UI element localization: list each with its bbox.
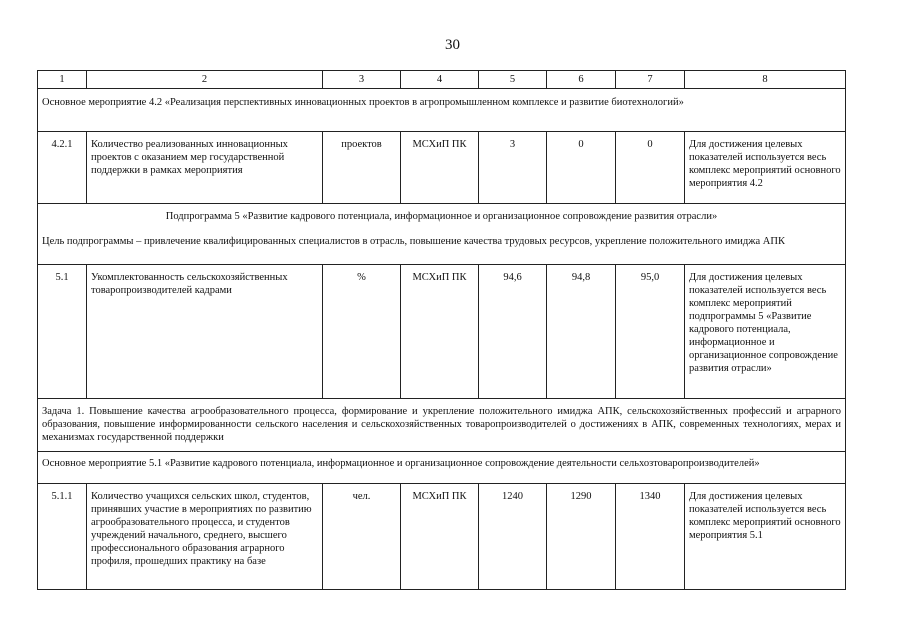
value-3: 95,0 [616,265,685,399]
column-number-row [38,71,846,89]
row-number: 4.2.1 [38,132,87,204]
col-header-4: 4 [401,71,479,89]
row-number: 5.1 [38,265,87,399]
table-row [38,132,846,204]
table-row [38,484,846,590]
col-header-6: 6 [547,71,616,89]
value-1: 94,6 [479,265,547,399]
responsible: МСХиП ПК [401,484,479,590]
value-3: 0 [616,132,685,204]
value-2: 0 [547,132,616,204]
col-header-2: 2 [87,71,323,89]
section-5-1-title: Основное мероприятие 5.1 «Развитие кадрового потенциала, информационное и организационное сопровождение деятельности сельхозтоваропроизводителей» [38,452,846,484]
section-5-1-row [38,452,846,484]
col-header-1: 1 [38,71,87,89]
value-1: 3 [479,132,547,204]
subprogram-5-row [38,204,846,265]
page-number: 30 [445,37,460,53]
note: Для достижения целевых показателей используется весь комплекс мероприятий основного мероприятия 4.2 [685,132,846,204]
value-3: 1340 [616,484,685,590]
col-header-8: 8 [685,71,846,89]
note: Для достижения целевых показателей используется весь комплекс мероприятий основного мероприятия 5.1 [685,484,846,590]
value-2: 94,8 [547,265,616,399]
col-header-7: 7 [616,71,685,89]
task-1-row [38,399,846,452]
responsible: МСХиП ПК [401,132,479,204]
indicator-name: Количество реализованных инновационных проектов с оказанием мер государственной поддержки в рамках мероприятия [87,132,323,204]
table-row [38,265,846,399]
unit: проектов [323,132,401,204]
indicator-name: Укомплектованность сельскохозяйственных товаропроизводителей кадрами [87,265,323,399]
section-4-2-title: Основное мероприятие 4.2 «Реализация перспективных инновационных проектов в агропромышленном комплексе и развитие биотехнологий» [38,89,846,132]
subprogram-5-title: Подпрограмма 5 «Развитие кадрового потенциала, информационное и организационное сопровождение развития отрасли» [165,211,718,222]
col-header-3: 3 [323,71,401,89]
col-header-5: 5 [479,71,547,89]
value-2: 1290 [547,484,616,590]
indicator-name: Количество учащихся сельских школ, студентов, принявших участие в мероприятиях по развитию агрообразовательного процесса, и студентов учреждений начального, среднего, высшего профессионального образования аграрного профиля, прошедших практику на базе [87,484,323,590]
indicators-table [37,70,846,590]
subprogram-5-goal: Цель подпрограммы – привлечение квалифицированных специалистов в отрасль, повышение качества трудовых ресурсов, укрепление положительного имиджа АПК [42,236,785,247]
unit: чел. [323,484,401,590]
task-1-title: Задача 1. Повышение качества агрообразовательного процесса, формирование и укрепление положительного имиджа АПК, сельскохозяйственных профессий и аграрного образования, повышение информированности сельского населения и сельскохозяйственных товаропроизводителей о достижениях в АПК, современных технологиях, мерах и механизмах государственной поддержки [38,399,846,452]
value-1: 1240 [479,484,547,590]
row-number: 5.1.1 [38,484,87,590]
responsible: МСХиП ПК [401,265,479,399]
section-4-2-row [38,89,846,132]
unit: % [323,265,401,399]
note: Для достижения целевых показателей используется весь комплекс мероприятий подпрограммы 5 «Развитие кадрового потенциала, информационное и организационное сопровождение развития отрасли» [685,265,846,399]
